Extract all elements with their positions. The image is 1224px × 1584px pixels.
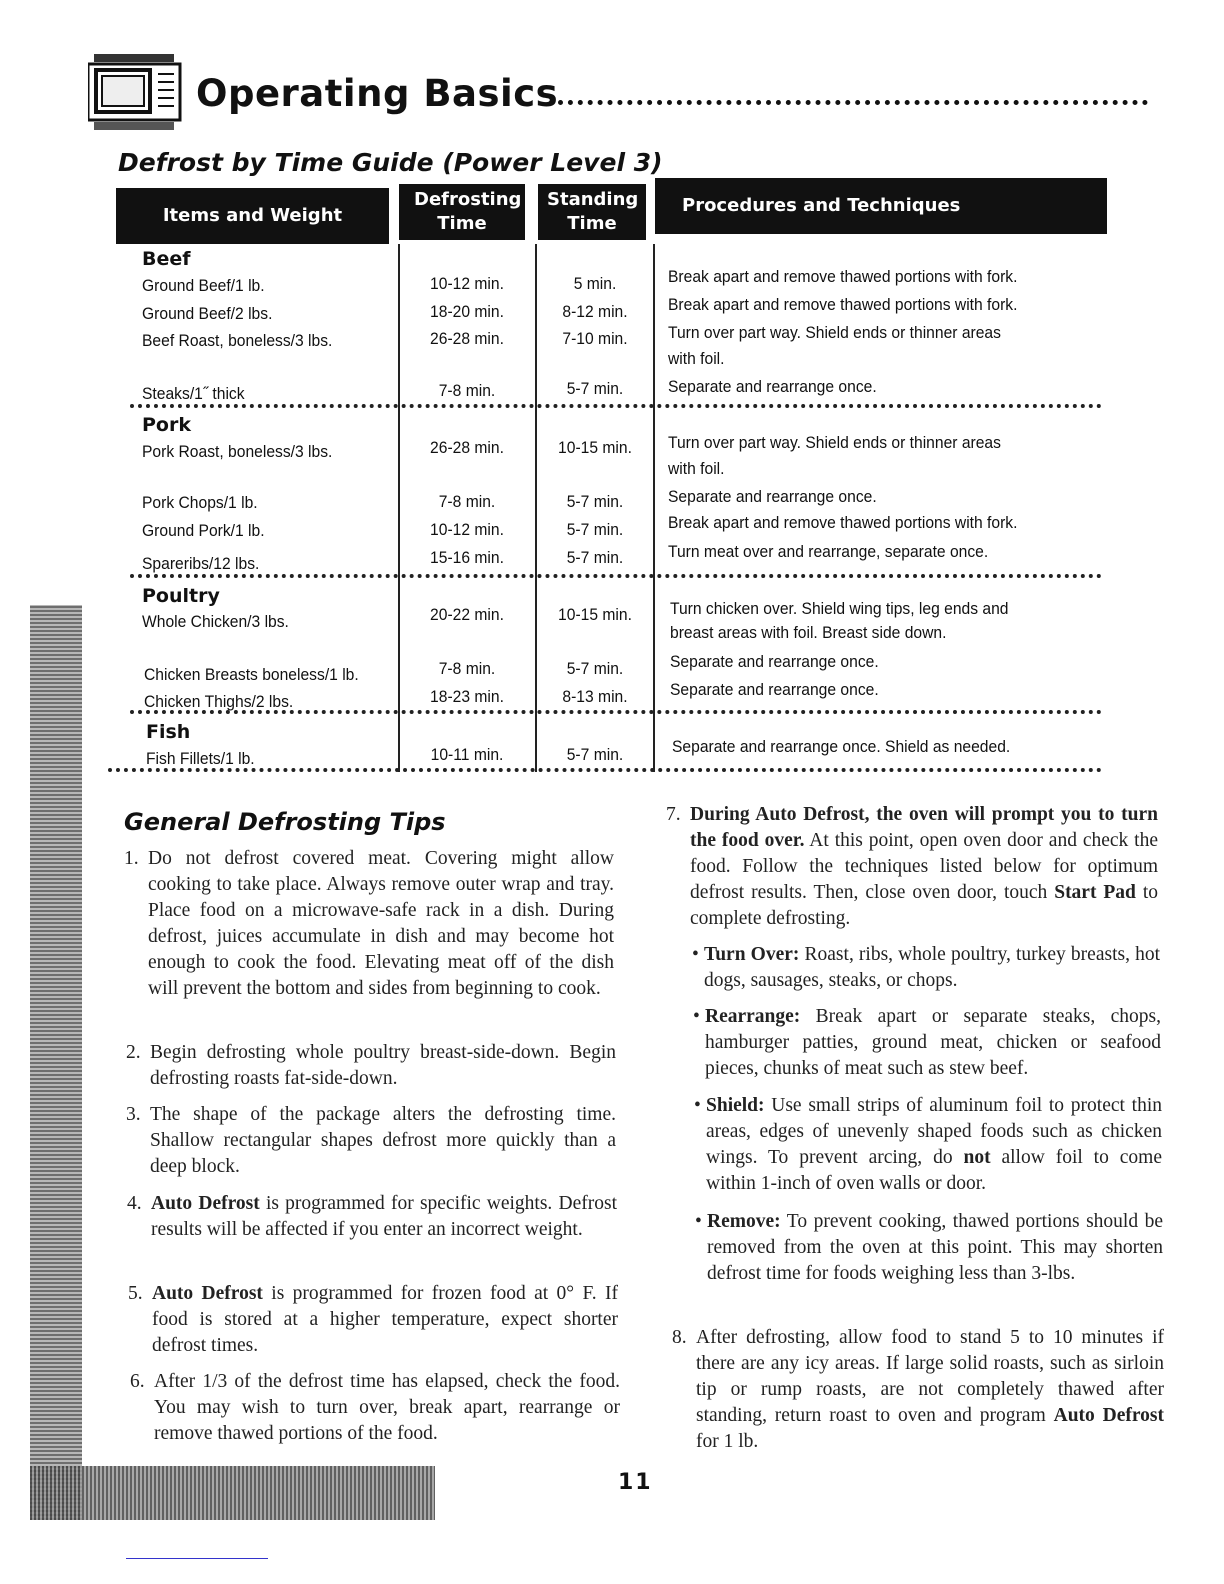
tip-4 — [127, 1191, 617, 1243]
procedure-cell: Separate and rearrange once. — [668, 377, 877, 396]
standing-cell: 10-15 min. — [558, 605, 632, 624]
bullet-turn-over — [692, 942, 1160, 994]
procedure-cell: Break apart and remove thawed portions with fork. — [668, 295, 1018, 314]
bullet-text: Roast, ribs, whole poultry, turkey breasts, hot dogs, sausages, steaks, or chops. — [704, 944, 1160, 991]
bullet-dot: • — [694, 1095, 701, 1116]
item-cell: Whole Chicken/3 lbs. — [142, 612, 289, 631]
procedure-cell: Turn meat over and rearrange, separate once. — [668, 542, 989, 561]
column-header-procedures: Procedures and Techniques — [655, 178, 1107, 234]
defrost-cell: 10-12 min. — [430, 520, 504, 539]
procedure-cell: Separate and rearrange once. Shield as needed. — [672, 737, 1011, 756]
tip-text: After 1/3 of the defrost time has elapsed, check the food. You may wish to turn over, break apart, rearrange or remove thawed portions of the food. — [154, 1371, 620, 1444]
bullet-label: Turn Over: — [704, 944, 800, 965]
standing-cell: 7-10 min. — [562, 329, 628, 348]
tip-text: Do not defrost covered meat. Covering might allow cooking to take place. Always remove outer wrap and tray. Place food on a microwave-safe rack in a dish. During defrost, juices accumulate in dish and may become hot enough to cook the food. Elevating meat off of the dish will prevent the bottom and sides from beginning to cook. — [148, 848, 614, 999]
tip-bold: Auto Defrost — [152, 1283, 263, 1304]
tip-text: is programmed for specific weights. Defrost results will be affected if you enter an incorrect weight. — [151, 1193, 617, 1240]
column-rule — [653, 244, 655, 772]
tip-number: 3. — [126, 1104, 141, 1125]
tip-number: 5. — [128, 1283, 143, 1304]
tip-bold: Start Pad — [1054, 882, 1136, 903]
tips-title: General Defrosting Tips — [124, 808, 446, 836]
column-rule — [535, 244, 537, 772]
item-cell: Fish Fillets/1 lb. — [146, 749, 255, 768]
page-title: Operating Basics — [196, 72, 559, 115]
defrost-cell: 26-28 min. — [430, 329, 504, 348]
standing-cell: 5-7 min. — [566, 659, 624, 678]
category-beef: Beef — [142, 248, 191, 270]
bullet-text: allow foil to come within 1-inch of oven walls or door. — [706, 1147, 1162, 1194]
procedure-cell-continued: breast areas with foil. Breast side down. — [670, 623, 947, 642]
tip-1 — [124, 846, 614, 1002]
category-fish: Fish — [146, 721, 191, 743]
procedure-cell: Turn over part way. Shield ends or thinner areas — [668, 433, 1001, 452]
procedure-cell: Turn over part way. Shield ends or thinner areas — [668, 323, 1001, 342]
tip-bold: Auto Defrost — [1053, 1405, 1164, 1426]
item-cell: Ground Beef/2 lbs. — [142, 304, 273, 323]
standing-cell: 8-12 min. — [562, 302, 628, 321]
column-rule — [398, 244, 400, 772]
procedure-cell-continued: with foil. — [668, 349, 725, 368]
item-cell: Spareribs/12 lbs. — [142, 554, 260, 573]
defrost-cell: 15-16 min. — [430, 548, 504, 567]
procedure-cell: Separate and rearrange once. — [670, 680, 879, 699]
category-pork: Pork — [142, 414, 191, 436]
tip-2 — [126, 1040, 616, 1092]
tip-text: The shape of the package alters the defrosting time. Shallow rectangular shapes defrost more quickly than a deep block. — [150, 1104, 616, 1177]
section-divider — [130, 574, 1102, 578]
tip-number: 2. — [126, 1042, 141, 1063]
bullet-label: Remove: — [707, 1211, 781, 1232]
procedure-cell: Turn chicken over. Shield wing tips, leg ends and — [670, 599, 1009, 618]
tip-number: 7. — [666, 804, 681, 825]
column-header-standing-time — [538, 184, 646, 240]
tip-8 — [672, 1325, 1164, 1455]
bullet-bold: not — [963, 1147, 991, 1168]
defrost-cell: 26-28 min. — [430, 438, 504, 457]
procedure-cell: Separate and rearrange once. — [670, 652, 879, 671]
procedure-cell: Separate and rearrange once. — [668, 487, 877, 506]
defrost-cell: 7-8 min. — [438, 381, 496, 400]
tip-3 — [126, 1102, 616, 1180]
bullet-shield — [694, 1093, 1162, 1197]
section-divider — [108, 768, 1102, 772]
defrost-cell: 10-12 min. — [430, 274, 504, 293]
standing-cell: 5-7 min. — [566, 379, 624, 398]
procedure-cell: Break apart and remove thawed portions with fork. — [668, 267, 1018, 286]
microwave-oven-icon — [88, 52, 184, 132]
tip-text: After defrosting, allow food to stand 5 to 10 minutes if there are any icy areas. If large solid roasts, such as sirloin tip or rump roasts, are not completely thawed after standing, return roast to oven and program — [696, 1327, 1164, 1426]
bullet-dot: • — [692, 944, 699, 965]
standing-cell: 5-7 min. — [566, 548, 624, 567]
standing-cell: 5 min. — [573, 274, 617, 293]
tip-bold: Auto Defrost — [151, 1193, 260, 1214]
standing-cell: 8-13 min. — [562, 687, 628, 706]
defrost-cell: 10-11 min. — [430, 745, 504, 764]
section-divider — [130, 710, 1102, 714]
tip-7 — [666, 802, 1159, 932]
standing-cell: 10-15 min. — [558, 438, 632, 457]
tip-bold: During Auto Defrost, the oven will prompt you to turn the food over. — [690, 804, 1158, 851]
bullet-remove — [695, 1209, 1163, 1287]
column-header-items: Items and Weight — [116, 188, 389, 244]
guide-title: Defrost by Time Guide (Power Level 3) — [118, 148, 663, 177]
item-cell: Pork Roast, boneless/3 lbs. — [142, 442, 333, 461]
standing-cell: 5-7 min. — [566, 492, 624, 511]
bottom-rule — [126, 1558, 268, 1559]
tip-number: 8. — [672, 1327, 687, 1348]
page-header — [88, 52, 1148, 132]
item-cell: Chicken Breasts boneless/1 lb. — [144, 665, 359, 684]
bullet-text: To prevent cooking, thawed portions should be removed from the oven at this point. This may shorten defrost time for foods weighing less than 3-lbs. — [707, 1211, 1163, 1284]
bullet-label: Shield: — [706, 1095, 765, 1116]
tip-text: At this point, open oven door and check the food. Follow the techniques listed below for optimum defrost results. Then, close oven door, touch — [690, 830, 1158, 903]
tip-5 — [128, 1281, 618, 1359]
standing-cell: 5-7 min. — [566, 520, 624, 539]
bullet-label: Rearrange: — [705, 1006, 801, 1027]
item-cell: Chicken Thighs/2 lbs. — [144, 692, 294, 711]
tip-number: 4. — [127, 1193, 142, 1214]
bullet-text: Break apart or separate steaks, chops, hamburger patties, ground meat, chicken or seafood pieces, chunks of meat such as stew beef. — [705, 1006, 1161, 1079]
title-dot-leader — [558, 100, 1148, 105]
bullet-text: Use small strips of aluminum foil to protect thin areas, edges of unevenly shaped foods such as chicken wings. To prevent arcing, do — [706, 1095, 1162, 1168]
column-header-defrosting-time-label: Defrosting Time — [414, 189, 522, 234]
tip-text: to complete defrosting. — [690, 882, 1159, 929]
item-cell: Ground Beef/1 lb. — [142, 276, 265, 295]
category-poultry: Poultry — [142, 585, 220, 607]
item-cell: Ground Pork/1 lb. — [142, 521, 265, 540]
item-cell: Beef Roast, boneless/3 lbs. — [142, 331, 333, 350]
tip-text: Begin defrosting whole poultry breast-side-down. Begin defrosting roasts fat-side-down. — [150, 1042, 616, 1089]
tip-6 — [130, 1369, 620, 1447]
standing-cell: 5-7 min. — [566, 745, 624, 764]
tip-text: is programmed for frozen food at 0° F. If food is stored at a higher temperature, expect shorter defrost times. — [152, 1283, 618, 1356]
page-number: 11 — [618, 1470, 653, 1495]
column-header-standing-time-label: Standing Time — [547, 189, 639, 234]
side-halftone-bar — [30, 605, 82, 1520]
item-cell: Steaks/1˝ thick — [142, 384, 245, 403]
column-header-defrosting-time — [399, 184, 525, 240]
tip-number: 6. — [130, 1371, 145, 1392]
section-divider — [130, 404, 1102, 408]
defrost-cell: 18-20 min. — [430, 302, 504, 321]
defrost-cell: 20-22 min. — [430, 605, 504, 624]
procedure-cell-continued: with foil. — [668, 459, 725, 478]
item-cell: Pork Chops/1 lb. — [142, 493, 258, 512]
bullet-dot: • — [693, 1006, 700, 1027]
tip-text: for 1 lb. — [696, 1431, 759, 1452]
bottom-halftone-bar — [30, 1466, 435, 1520]
defrost-cell: 7-8 min. — [438, 492, 496, 511]
defrost-cell: 7-8 min. — [438, 659, 496, 678]
procedure-cell: Break apart and remove thawed portions with fork. — [668, 513, 1018, 532]
bullet-dot: • — [695, 1211, 702, 1232]
defrost-cell: 18-23 min. — [430, 687, 504, 706]
bullet-rearrange — [693, 1004, 1161, 1082]
tip-number: 1. — [124, 848, 139, 869]
